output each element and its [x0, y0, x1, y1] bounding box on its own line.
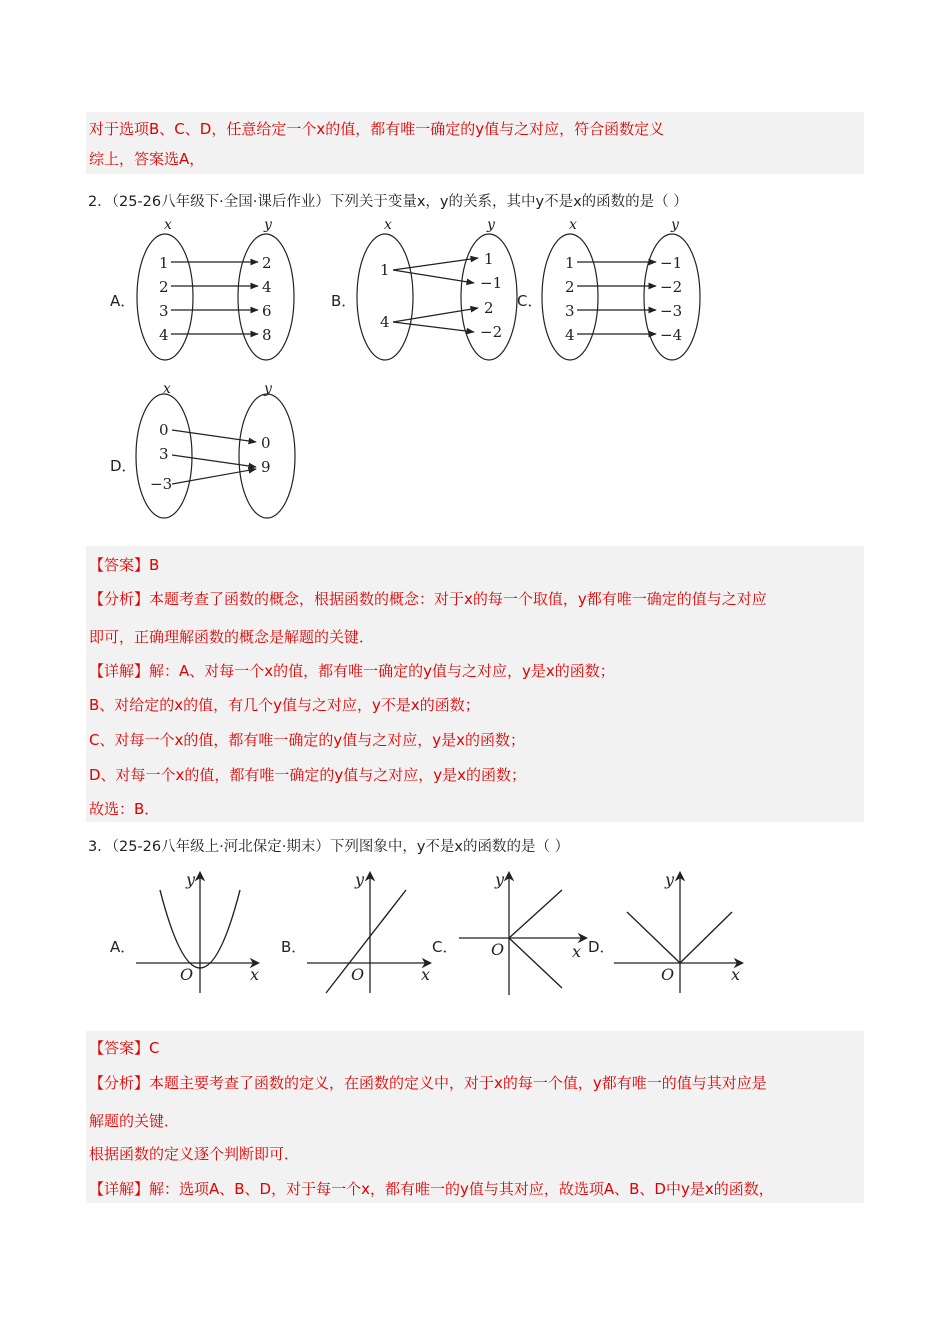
q2-stem-text: （25-26八年级下·全国·课后作业）下列关于变量x，y的关系，其中y不是x的函数的是（ ） [111, 194, 688, 210]
q3-option-b-label: B． [281, 938, 307, 956]
q3-option-d-label: D． [588, 938, 615, 956]
mapping-c-right-2: −2 [660, 278, 683, 296]
q3-stem-text: （25-26八年级上·河北保定·期末）下列图象中，y不是x的函数的是（ ） [111, 839, 570, 855]
mapping-c-right-1: −1 [660, 254, 683, 272]
graph-a-origin-label: O [180, 965, 194, 984]
q3-option-a-label: A． [110, 938, 136, 956]
q3-graph-b [307, 870, 430, 993]
q3-analysis-line2: 解题的关键． [89, 1112, 180, 1130]
q3-graph-c [459, 870, 586, 995]
mapping-a-right-3: 6 [262, 302, 272, 320]
q2-number: 2． [88, 194, 112, 210]
q3-number: 3． [88, 839, 112, 855]
mapping-d-arrow-3 [172, 469, 256, 484]
q2-option-b-label: B． [331, 292, 357, 310]
mapping-c-right-3: −3 [660, 302, 683, 320]
mapping-a-left-1: 1 [159, 254, 169, 272]
q2-analysis-line2: 即可，正确理解函数的概念是解题的关键． [89, 628, 375, 646]
mapping-c-left-1: 1 [565, 254, 575, 272]
q2-option-c-label: C． [517, 292, 543, 310]
q2-option-a-mapping [137, 217, 294, 360]
mapping-d-arrow-2 [172, 455, 256, 467]
mapping-a-left-3: 3 [159, 302, 169, 320]
q2-answer-block [86, 546, 864, 822]
q2-option-d-mapping [136, 381, 295, 518]
mapping-d-right-2: 9 [261, 458, 271, 476]
mapping-d-left-3: −3 [150, 475, 173, 493]
mapping-a-left-4: 4 [159, 326, 169, 344]
mapping-a-right-2: 4 [262, 278, 272, 296]
mapping-d-x-label: x [163, 381, 171, 397]
q2-answer: 【答案】B [89, 556, 160, 574]
mapping-b-left-2: 4 [380, 313, 390, 331]
mapping-c-right-4: −4 [660, 326, 683, 344]
graph-c-origin-label: O [491, 940, 505, 959]
q3-graph-d [614, 870, 742, 993]
graph-d-origin-label: O [661, 965, 675, 984]
mapping-c-left-4: 4 [565, 326, 575, 344]
mapping-a-x-label: x [164, 217, 172, 233]
q2-option-c-mapping [542, 217, 700, 360]
mapping-b-left-1: 1 [380, 261, 390, 279]
mapping-c-left-2: 2 [565, 278, 575, 296]
mapping-b-right-1: 1 [484, 250, 494, 268]
q2-detail-line2: B、对给定的x的值，有几个y值与之对应，y不是x的函数； [89, 696, 480, 714]
mapping-a-right-1: 2 [262, 254, 272, 272]
mapping-b-y-label: y [487, 217, 495, 233]
mapping-a-left-2: 2 [159, 278, 169, 296]
q3-answer-block [86, 1031, 864, 1203]
q1-explanation-line1: 对于选项B、C、D，任意给定一个x的值，都有唯一确定的y值与之对应，符合函数定义 [89, 120, 665, 138]
graph-a-y-label: y [186, 870, 196, 889]
graph-c-y-label: y [495, 870, 505, 889]
mapping-b-right-4: −2 [480, 323, 503, 341]
mapping-d-left-1: 0 [159, 421, 169, 439]
mapping-a-y-label: y [264, 217, 272, 233]
mapping-c-x-label: x [569, 217, 577, 233]
q2-option-a-label: A． [110, 292, 136, 310]
graph-a-x-label: x [250, 965, 260, 984]
q2-option-d-label: D． [110, 457, 137, 475]
q3-detail-line1: 【详解】解：选项A、B、D，对于每一个x，都有唯一的y值与其对应，故选项A、B、D中y是x的函数， [89, 1180, 774, 1198]
mapping-b-x-label: x [384, 217, 392, 233]
graph-d-x-label: x [731, 965, 741, 984]
q3-analysis-line3: 根据函数的定义逐个判断即可． [89, 1145, 300, 1163]
mapping-d-arrow-1 [172, 430, 256, 442]
mapping-d-y-label: y [264, 381, 272, 397]
q1-explanation-line2: 综上，答案选A， [89, 150, 205, 168]
graph-b-y-label: y [355, 870, 365, 889]
q2-detail-line5: 故选：B． [89, 800, 160, 818]
mapping-d-right-1: 0 [261, 434, 271, 452]
mapping-b-right-2: −1 [480, 274, 503, 292]
q3-graph-a [136, 870, 259, 993]
q2-option-b-mapping [357, 217, 517, 360]
q2-analysis-line1: 【分析】本题考查了函数的概念，根据函数的概念：对于x的每一个取值，y都有唯一确定的值与之对应 [89, 590, 767, 608]
graph-d-y-label: y [665, 870, 675, 889]
mapping-b-arrow-3 [393, 308, 478, 322]
q3-analysis-line1: 【分析】本题主要考查了函数的定义，在函数的定义中，对于x的每一个值，y都有唯一的值与其对应是 [89, 1074, 767, 1092]
mapping-b-arrow-4 [393, 322, 474, 332]
q3-option-c-label: C． [432, 938, 458, 956]
q2-detail-line4: D、对每一个x的值，都有唯一确定的y值与之对应，y是x的函数； [89, 766, 527, 784]
mapping-c-left-3: 3 [565, 302, 575, 320]
graph-c-x-label: x [572, 942, 582, 961]
q2-detail-line3: C、对每一个x的值，都有唯一确定的y值与之对应，y是x的函数； [89, 731, 525, 749]
q3-stem [88, 835, 569, 856]
q3-answer: 【答案】C [89, 1039, 160, 1057]
mapping-d-left-2: 3 [159, 445, 169, 463]
mapping-b-right-3: 2 [484, 299, 494, 317]
graph-b-origin-label: O [351, 965, 365, 984]
graph-b-x-label: x [421, 965, 431, 984]
mapping-c-y-label: y [671, 217, 679, 233]
mapping-a-right-4: 8 [262, 326, 272, 344]
q2-detail-line1: 【详解】解：A、对每一个x的值，都有唯一确定的y值与之对应，y是x的函数； [89, 662, 615, 680]
